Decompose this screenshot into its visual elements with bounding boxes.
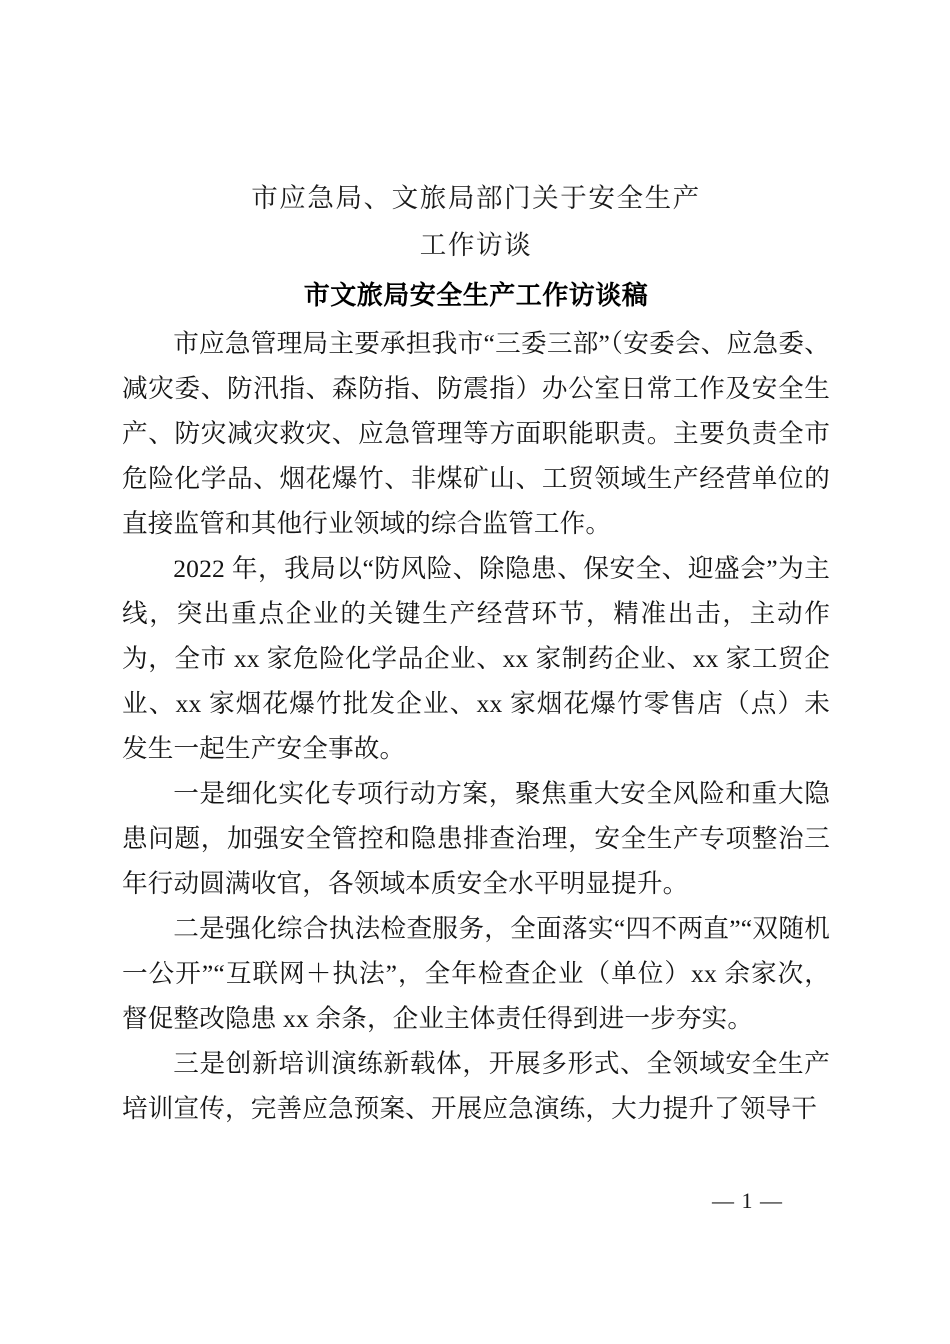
body-paragraph-3: 一是细化实化专项行动方案，聚焦重大安全风险和重大隐患问题，加强安全管控和隐患排查治理，安全生产专项整治三年行动圆满收官，各领域本质安全水平明显提升。 (122, 779, 830, 898)
page-number-value: — 1 — (712, 1188, 783, 1213)
page-number-footer (0, 1188, 950, 1214)
body-paragraph-2: 2022 年，我局以“防风险、除隐患、保安全、迎盛会”为主线，突出重点企业的关键生产经营环节，精准出击，主动作为，全市 xx 家危险化学品企业、xx 家制药企业、xx 家工贸企业、xx 家烟花爆竹批发企业、xx 家烟花爆竹零售店（点）未发生一起生产安全事故。 (122, 554, 830, 763)
body-paragraph-1: 市应急管理局主要承担我市“三委三部”（安委会、应急委、减灾委、防汛指、森防指、防震指）办公室日常工作及安全生产、防灾减灾救灾、应急管理等方面职能职责。主要负责全市危险化学品、烟花爆竹、非煤矿山、工贸领域生产经营单位的直接监管和其他行业领域的综合监管工作。 (122, 329, 830, 538)
document-body (122, 175, 830, 1131)
body-paragraph-4: 二是强化综合执法检查服务，全面落实“四不两直”“双随机一公开”“互联网＋执法”，全年检查企业（单位）xx 余家次，督促整改隐患 xx 余条，企业主体责任得到进一步夯实。 (122, 914, 830, 1033)
heading-line-2: 工作访谈 (419, 230, 533, 260)
heading-line-1: 市应急局、文旅局部门关于安全生产 (251, 183, 701, 213)
document-title: 市文旅局安全生产工作访谈稿 (303, 281, 649, 311)
body-paragraph-5: 三是创新培训演练新载体，开展多形式、全领域安全生产培训宣传，完善应急预案、开展应急演练，大力提升了领导干 (122, 1049, 830, 1123)
document-heading (122, 175, 830, 269)
